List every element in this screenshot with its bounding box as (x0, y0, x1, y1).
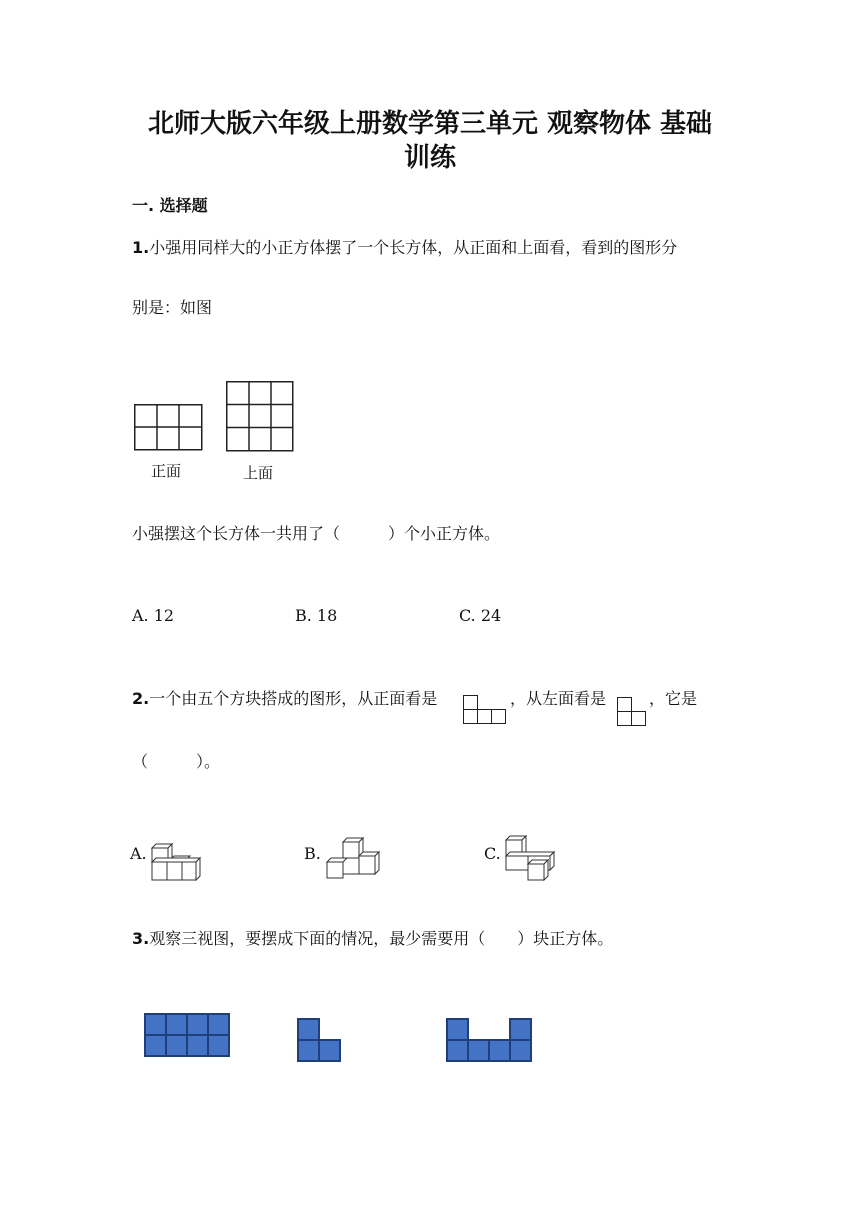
q3-view3-figure (446, 1018, 534, 1064)
q1-caption-front: 正面 (151, 462, 182, 480)
page-title-line1: 北师大版六年级上册数学第三单元 观察物体 基础 (147, 109, 713, 139)
q2-option-b: B. (304, 844, 321, 863)
q2-number: 2. (132, 689, 150, 708)
q1-option-a: A. 12 (132, 606, 175, 625)
q2-front-view-figure (463, 695, 509, 727)
q2-option-a: A. (130, 844, 147, 863)
q2-option-c: C. (484, 844, 501, 863)
q3-text: 观察三视图，要摆成下面的情况，最少需要用（ ）块正方体。 (149, 929, 614, 948)
q2-option-a-figure (150, 840, 206, 884)
q3-view2-figure (297, 1018, 343, 1064)
q3-number: 3. (132, 929, 150, 948)
q1-top-view-figure (226, 381, 296, 453)
q2-text-part3: ，它是 (649, 689, 698, 708)
q1-option-b: B. 18 (295, 606, 338, 625)
q1-caption-top: 上面 (243, 464, 274, 482)
q1-line1 (132, 238, 677, 258)
page-title-line2: 训练 (403, 143, 456, 173)
q1-text-line1: 小强用同样大的小正方体摆了一个长方体，从正面和上面看，看到的图形分 (149, 238, 678, 257)
q2-text-part1: 一个由五个方块搭成的图形，从正面看是 (149, 689, 438, 708)
q2-text-part1-wrap (132, 689, 437, 709)
q1-option-c: C. 24 (459, 606, 502, 625)
q2-option-b-figure (325, 836, 381, 882)
q2-text-line2: （ ）。 (132, 752, 221, 771)
q3-text-wrap (132, 929, 613, 949)
q3-view1-figure (144, 1013, 230, 1057)
section-heading: 一. 选择题 (132, 196, 208, 215)
q1-text-line2: 别是：如图 (132, 298, 213, 317)
q2-option-c-figure (504, 834, 560, 882)
q1-question: 小强摆这个长方体一共用了（ ）个小正方体。 (132, 524, 501, 543)
q2-left-view-figure (617, 697, 649, 729)
q1-front-view-figure (134, 404, 204, 452)
q2-text-part2: ，从左面看是 (510, 689, 607, 708)
q1-number: 1. (132, 238, 150, 257)
